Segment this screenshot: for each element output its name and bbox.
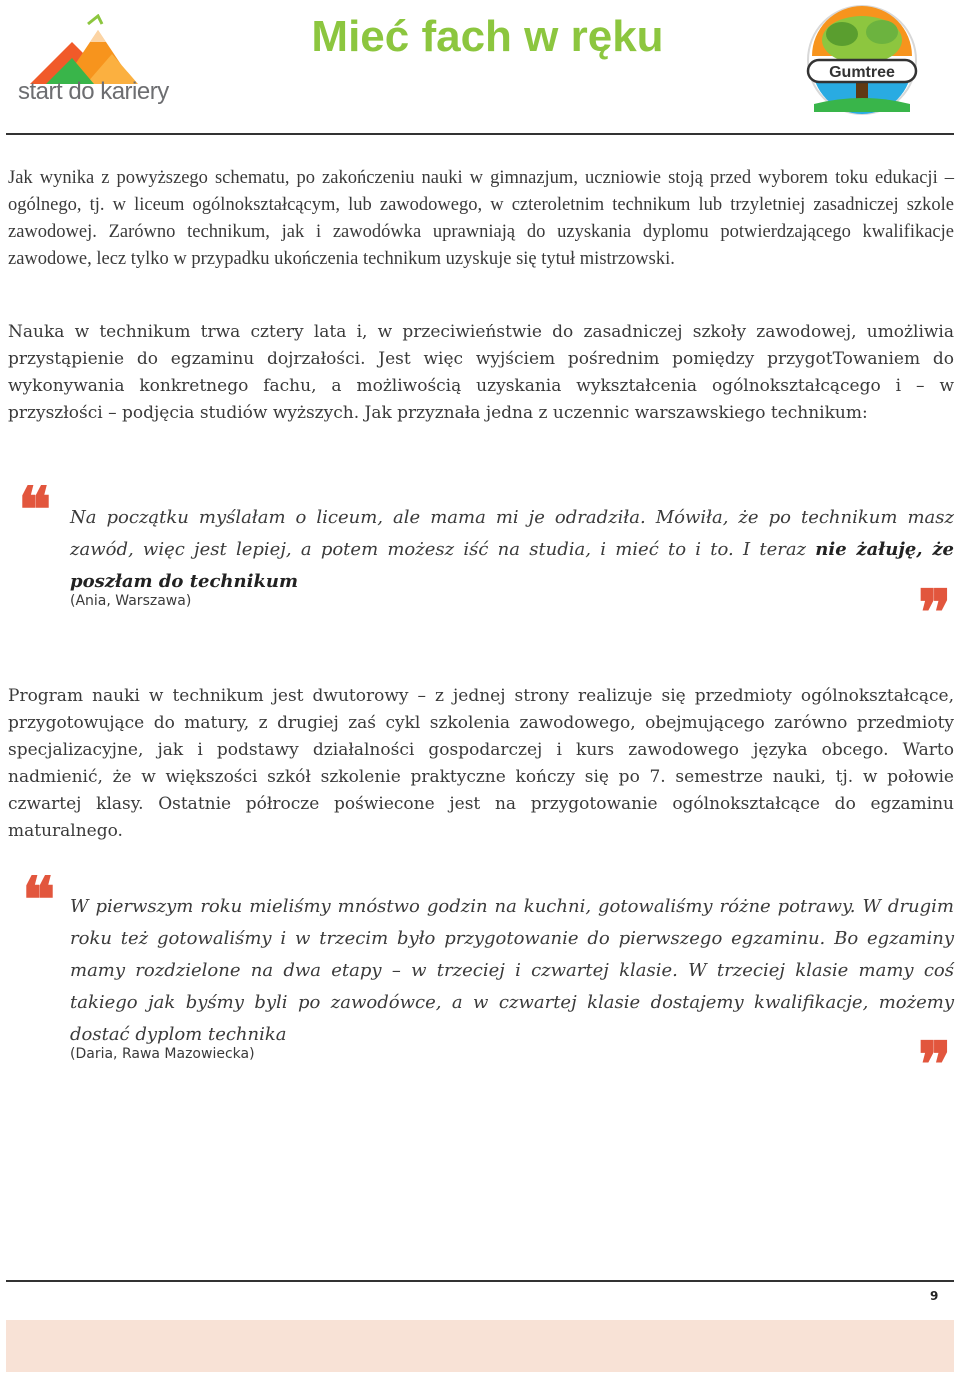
paragraph-technikum-duration: Nauka w technikum trwa cztery lata i, w przeciwieństwie do zasadniczej szkoły zawodowej, umożliwia przystąpienie do egzaminu dojrzałości. Jest więc wyjściem pośrednim pomiędzy przygotTowaniem do wykonywania konkretnego fachu, a możliwością uzyskania wykształcenia ogólnokształcącego i – w przyszłości – podjęcia studiów wyższych. Jak przyznała jedna z uczennic warszawskiego technikum: xyxy=(8,322,954,423)
quote-daria-attribution: (Daria, Rawa Mazowiecka) xyxy=(70,1046,255,1062)
start-do-kariery-text: start do kariery xyxy=(18,78,169,105)
header-divider xyxy=(6,133,954,135)
open-quote-mark: ❝ xyxy=(22,867,56,935)
quote-ania-text: Na początku myślałam o liceum, ale mama mi je odradziła. Mówiła, że po technikum masz zawód, więc jest lepiej, a potem możesz iść na studia, i mieć to i to. I teraz xyxy=(70,507,954,560)
quote-ania-attribution: (Ania, Warszawa) xyxy=(70,593,192,609)
open-quote-mark: ❝ xyxy=(18,477,52,545)
page-title: Mieć fach w ręku xyxy=(311,12,664,61)
footer-bar xyxy=(6,1320,954,1372)
close-quote-mark: ❞ xyxy=(918,580,952,648)
quote-ania-emphasis: nie żałuję, że poszłam do technikum xyxy=(70,539,954,592)
footer-divider xyxy=(6,1280,954,1282)
quote-ania xyxy=(70,502,954,598)
close-quote-mark: ❞ xyxy=(918,1032,952,1100)
gumtree-logo-text: Gumtree xyxy=(829,64,895,81)
paragraph-program: Program nauki w technikum jest dwutorowy – z jednej strony realizuje się przedmioty ogólnokształcące, przygotowujące do matury, z drugiej zaś cykl szkolenia zawodowego, obejmującego zarówno przedmioty specjalizacyjne, jak i podstawy działalności gospodarczej i kurs zawodowego języka obcego. Warto nadmienić, że w większości szkół szkolenie praktyczne kończy się po 7. semestrze nauki, tj. w połowie czwartej klasy. Ostatnie półrocze poświecone jest na przygotowanie ogólnokształcące do egzaminu maturalnego. xyxy=(8,686,954,841)
page-number: 9 xyxy=(930,1289,939,1303)
quote-daria: W pierwszym roku mieliśmy mnóstwo godzin na kuchni, gotowaliśmy różne potrawy. W drugim roku też gotowaliśmy i w trzecim było przygotowanie do pierwszego egzaminu. Bo egzaminy mamy rozdzielone na dwa etapy – w trzeciej i czwartej klasie. W trzeciej klasie mamy coś takiego jak byśmy byli po zawodówce, a w czwartej klasie dostajemy kwalifikacje, możemy dostać dyplom technika xyxy=(70,896,954,1045)
page-header xyxy=(0,0,960,135)
paragraph-education-paths: Jak wynika z powyższego schematu, po zakończeniu nauki w gimnazjum, uczniowie stoją przed wyborem toku edukacji – ogólnego, tj. w liceum ogólnokształcącym, lub zawodowego, w czteroletnim technikum lub trzyletniej zasadniczej szkole zawodowej. Zarówno technikum, jak i zawodówka uprawniają do uzyskania dyplomu potwierdzającego kwalifikacje zawodowe, lecz tylko w przypadku ukończenia technikum uzyskuje się tytuł mistrzowski. xyxy=(8,168,954,269)
gumtree-logo xyxy=(806,4,918,122)
